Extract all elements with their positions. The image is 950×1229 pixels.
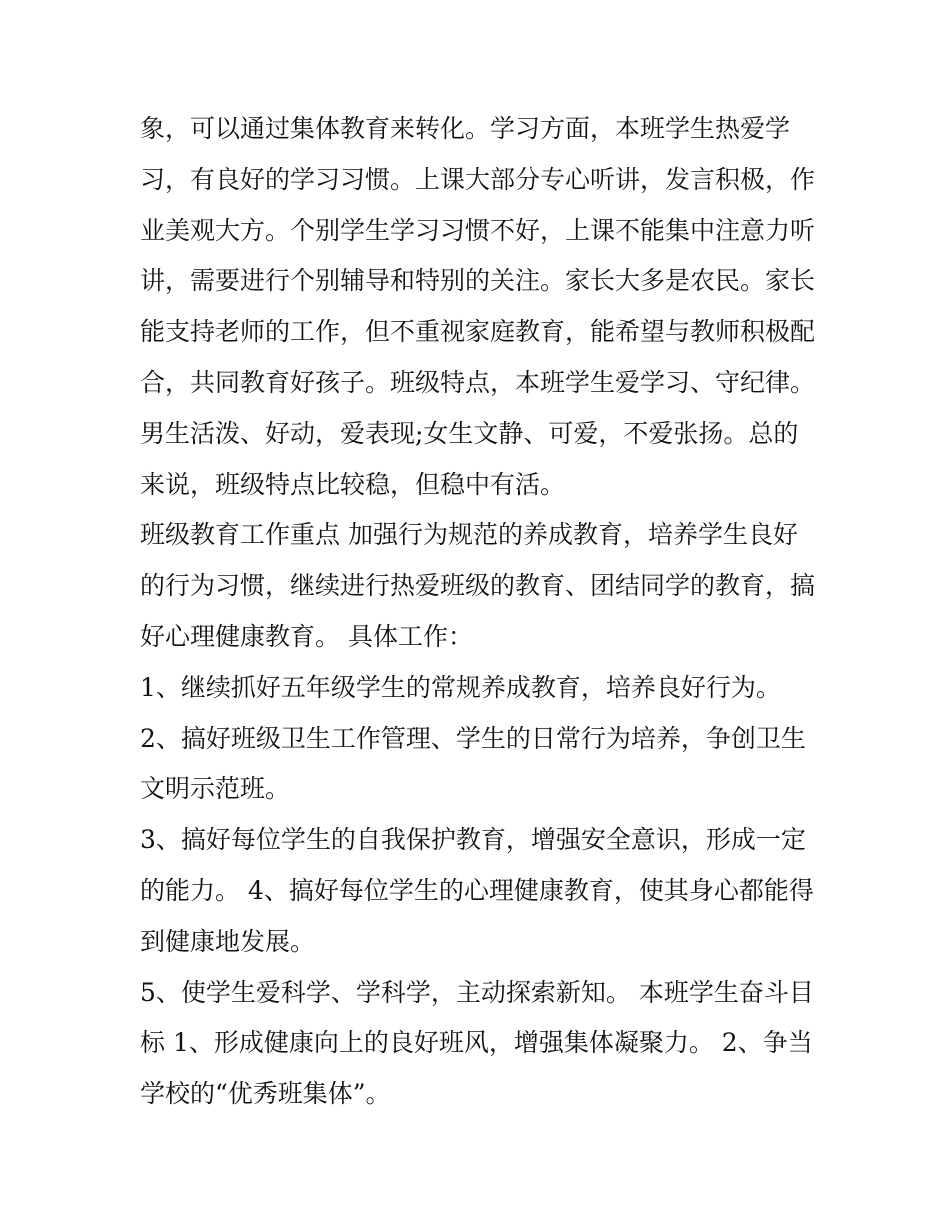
text-line: 班级教育工作重点 加强行为规范的养成教育，培养学生良好 [140, 520, 798, 550]
text-line: 3、搞好每位学生的自我保护教育，增强安全意识，形成一定 [140, 825, 806, 855]
text-line: 男生活泼、好动，爱表现;女生文静、可爱，不爱张扬。总的 [140, 418, 799, 448]
text-line: 合，共同教育好孩子。班级特点，本班学生爱学习、守纪律。 [140, 367, 816, 397]
text-line: 标 1、形成健康向上的良好班风，增强集体凝聚力。 2、争当 [140, 1028, 813, 1058]
text-line: 的行为习惯，继续进行热爱班级的教育、团结同学的教育，搞 [140, 571, 816, 601]
text-line: 讲，需要进行个别辅导和特别的关注。家长大多是农民。家长 [140, 266, 816, 296]
text-line: 5、使学生爱科学、学科学，主动探索新知。 本班学生奋斗目 [140, 977, 814, 1007]
text-line: 2、搞好班级卫生工作管理、学生的日常行为培养，争创卫生 [140, 723, 806, 753]
text-line: 1、继续抓好五年级学生的常规养成教育，培养良好行为。 [140, 672, 781, 702]
paragraph-class-situation [140, 104, 820, 510]
text-line: 到健康地发展。 [140, 926, 316, 956]
text-line: 学校的“优秀班集体”。 [140, 1079, 391, 1109]
text-line: 好心理健康教育。 具体工作： [140, 621, 473, 651]
text-line: 能支持老师的工作，但不重视家庭教育，能希望与教师积极配 [140, 317, 816, 347]
text-line: 来说，班级特点比较稳，但稳中有活。 [140, 469, 566, 499]
list-item-3-4 [140, 815, 820, 967]
list-item-1 [140, 663, 820, 714]
text-line: 文明示范班。 [140, 774, 291, 804]
document-body [140, 104, 820, 1120]
text-line: 的能力。 4、搞好每位学生的心理健康教育，使其身心都能得 [140, 875, 814, 905]
text-line: 业美观大方。个别学生学习习惯不好，上课不能集中注意力听 [140, 215, 816, 245]
paragraph-work-focus [140, 510, 820, 662]
list-item-2 [140, 714, 820, 816]
list-item-5-goals [140, 968, 820, 1120]
text-line: 习，有良好的学习习惯。上课大部分专心听讲，发言积极，作 [140, 164, 816, 194]
text-line: 象，可以通过集体教育来转化。学习方面，本班学生热爱学 [140, 114, 791, 143]
